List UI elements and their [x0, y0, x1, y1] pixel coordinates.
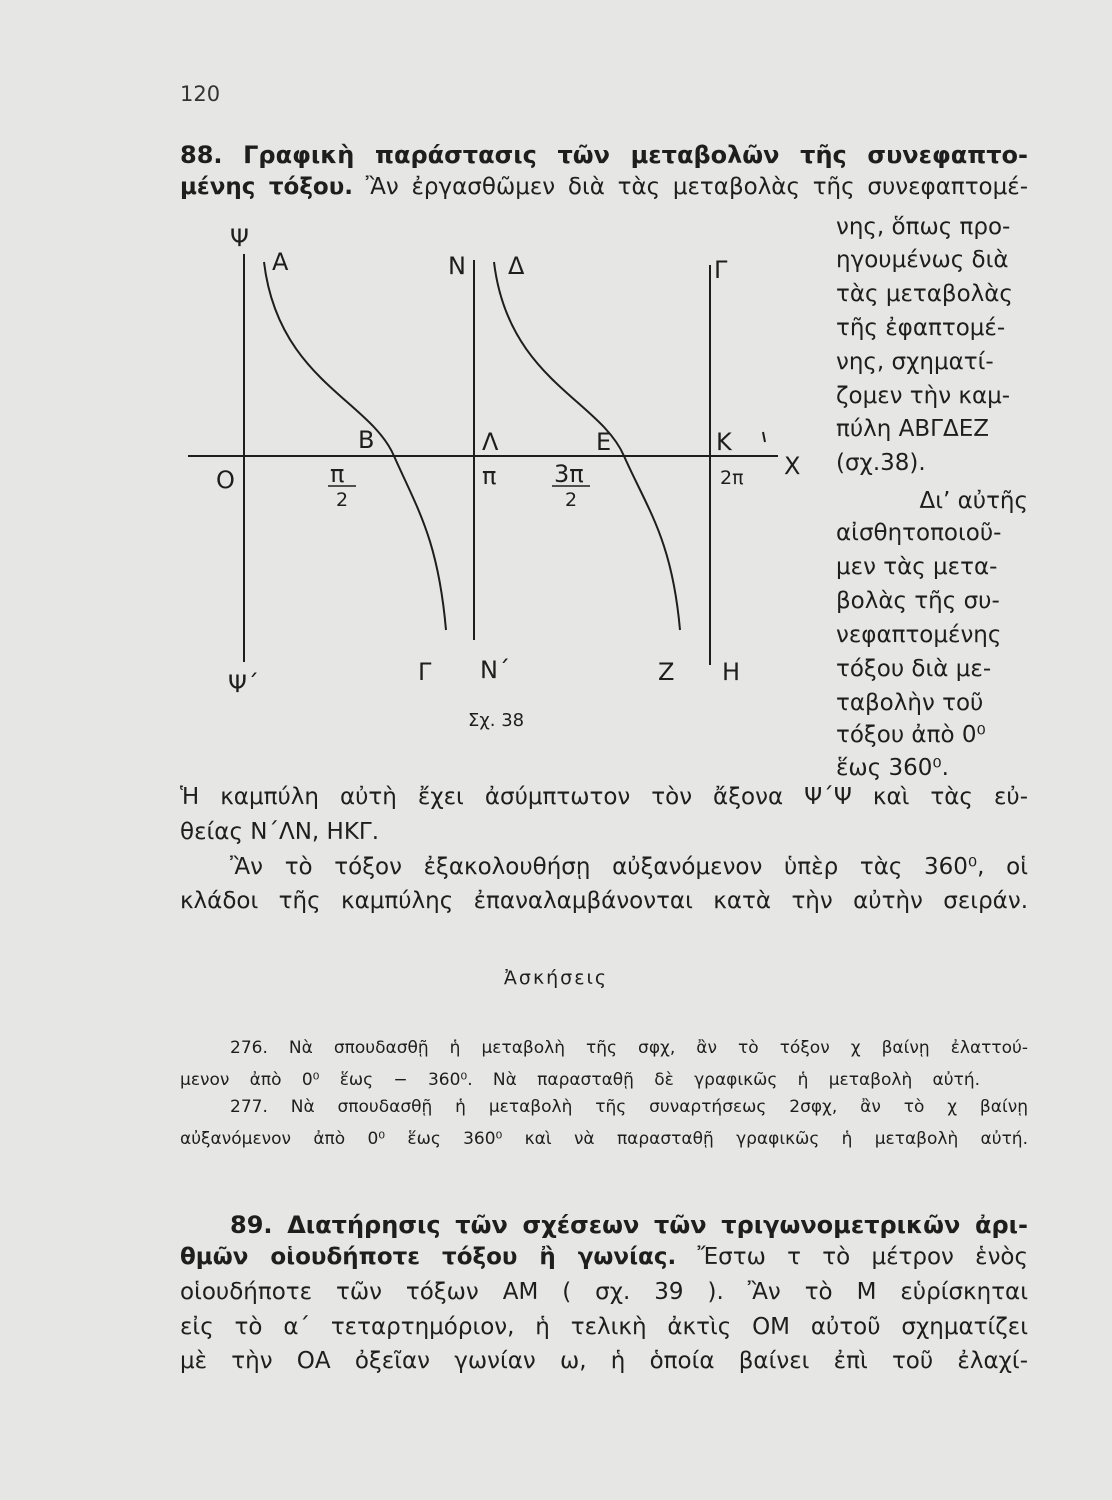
side-text-line: βολὰς τῆς συ- — [836, 588, 1000, 614]
label-N: Ν — [448, 252, 466, 280]
label-Gamma-top: Γ — [714, 256, 728, 284]
section-89-text-rest: Ἔστω τ τὸ μέτρον ἑνὸς — [697, 1244, 1028, 1270]
figure-38-cotangent-graph — [180, 210, 820, 710]
cotangent-curve-branch — [494, 262, 680, 630]
body-text-line: κλάδοι τῆς καμπύλης ἐπαναλαμβάνονται κατὰ τὴν αὐτὴν σειράν. — [180, 888, 1028, 914]
side-text-line: ζομεν τὴν καμ- — [836, 383, 1011, 409]
label-three-pi: 3π — [554, 460, 584, 488]
label-two: 2 — [565, 489, 578, 511]
exercise-line: αὐξανόμενον ἀπὸ 0⁰ ἕως 360⁰ καὶ νὰ παρασταθῇ γραφικῶς ἡ μεταβολὴ αὐτή. — [180, 1129, 1028, 1149]
section-88-heading-bold: μένης τόξου. — [180, 174, 353, 200]
label-B: Β — [358, 426, 375, 454]
body-text-line: οἱουδήποτε τῶν τόξων ΑΜ ( σχ. 39 ). Ἂν τὸ Μ εὑρίσκηται — [180, 1279, 1028, 1305]
exercise-line: 277. Νὰ σπουδασθῇ ἡ μεταβολὴ τῆς συναρτήσεως 2σφχ, ἂν τὸ χ βαίνῃ — [230, 1097, 1028, 1117]
section-89-heading-line2 — [180, 1242, 1028, 1272]
side-text-line: αἰσθητοποιοῦ- — [836, 520, 1002, 546]
label-psi: Ψ — [230, 224, 249, 252]
side-text-line: ταβολὴν τοῦ — [836, 690, 984, 716]
body-text-line: θείας Ν΄ΛΝ, ΗΚΓ. — [180, 819, 380, 845]
cotangent-curve-branch — [264, 262, 446, 630]
exercises-title: Ἀσκήσεις — [503, 967, 609, 989]
page-number: 120 — [180, 82, 221, 106]
side-text-line: τῆς ἐφαπτομέ- — [836, 315, 1006, 341]
exercise-line: 276. Νὰ σπουδασθῇ ἡ μεταβολὴ τῆς σφχ, ἂν τὸ τόξον χ βαίνῃ ἐλαττού- — [230, 1038, 1028, 1058]
body-text-line: Ἡ καμπύλη αὐτὴ ἔχει ἀσύμπτωτον τὸν ἄξονα Ψ΄Ψ καὶ τὰς εὐ- — [180, 784, 1028, 810]
section-88-heading-line1: 88. Γραφικὴ παράστασις τῶν μεταβολῶν τῆς συνεφαπτο- — [180, 141, 1028, 169]
figure-caption: Σχ. 38 — [468, 710, 525, 731]
label-Lambda: Λ — [482, 428, 499, 456]
label-H: Η — [722, 658, 741, 686]
label-pi: π — [482, 462, 497, 490]
side-text-line: (σχ.38). — [836, 450, 926, 476]
side-text-line: νης, σχηματί- — [836, 349, 994, 375]
label-two: 2 — [336, 489, 349, 511]
body-text-line: μὲ τὴν ΟΑ ὀξεῖαν γωνίαν ω, ἡ ὁποία βαίνει ἐπὶ τοῦ ἐλαχί- — [180, 1348, 1028, 1374]
label-N-prime: Ν΄ — [480, 656, 510, 684]
label-psi-prime: Ψ΄ — [228, 670, 259, 698]
tick-mark — [763, 432, 765, 442]
label-O: Ο — [216, 466, 235, 494]
side-text-line: τόξου διὰ με- — [836, 656, 992, 682]
body-text-line: Ἂν τὸ τόξον ἐξακολουθήσῃ αὐξανόμενον ὑπὲρ τὰς 360⁰, οἱ — [230, 854, 1028, 880]
side-text-line: πύλη ΑΒΓΔΕΖ — [836, 416, 990, 442]
side-text-line: ἕως 360⁰. — [836, 755, 949, 781]
side-text-line: ηγουμένως διὰ — [836, 247, 1009, 273]
side-text-line: νης, ὅπως προ- — [836, 214, 1011, 240]
label-Gamma-bottom: Γ — [418, 658, 432, 686]
label-A: Α — [272, 248, 289, 276]
side-text-line: τόξου ἀπὸ 0⁰ — [836, 722, 986, 748]
label-Delta: Δ — [508, 252, 525, 280]
label-two-pi: 2π — [720, 467, 744, 489]
label-K: Κ — [716, 428, 732, 456]
side-text-line: μεν τὰς μετα- — [836, 554, 998, 580]
label-X: Χ — [784, 452, 801, 480]
label-pi: π — [330, 460, 345, 488]
section-88-heading-line2 — [180, 172, 1028, 202]
label-Z: Ζ — [658, 658, 675, 686]
section-89-heading-bold: θμῶν οἱουδήποτε τόξου ἢ γωνίας. — [180, 1244, 677, 1270]
body-text-line: εἰς τὸ α΄ τεταρτημόριον, ἡ τελικὴ ἀκτὶς ΟΜ αὐτοῦ σχηματίζει — [180, 1314, 1028, 1340]
section-89-heading-line1: 89. Διατήρησις τῶν σχέσεων τῶν τριγωνομετρικῶν ἀρι- — [230, 1211, 1028, 1239]
section-88-text-rest: Ἂν ἐργασθῶμεν διὰ τὰς μεταβολὰς τῆς συνεφαπτομέ- — [365, 174, 1028, 200]
exercise-line: μενον ἀπὸ 0⁰ ἕως − 360⁰. Νὰ παρασταθῇ δὲ γραφικῶς ἡ μεταβολὴ αὐτή. — [180, 1070, 980, 1090]
side-text-line: νεφαπτομένης — [836, 622, 1002, 648]
side-text-line: τὰς μεταβολὰς — [836, 281, 1013, 307]
side-text-line: Δι’ αὐτῆς — [919, 488, 1028, 514]
label-E: Ε — [596, 428, 612, 456]
